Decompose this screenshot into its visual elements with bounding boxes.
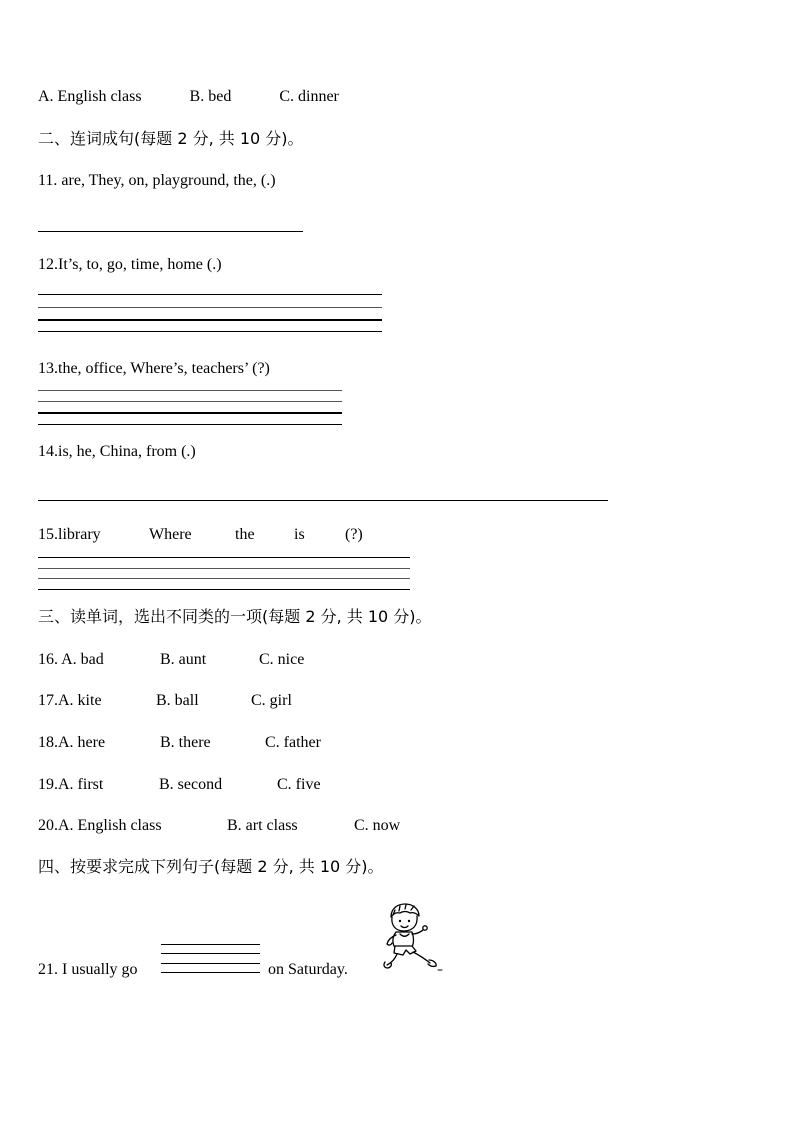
q11-answer-line[interactable] [38, 231, 303, 232]
q19-option-c: C. five [277, 776, 321, 793]
q20-option-c: C. now [354, 817, 401, 834]
q20-number: 20. [38, 817, 58, 834]
q18-item [38, 733, 321, 753]
q10-option-a: A. English class [38, 88, 142, 105]
q13-writing-line[interactable] [38, 401, 342, 402]
q13-writing-line[interactable] [38, 412, 342, 414]
q19-option-a: A. first [58, 776, 104, 793]
q10-option-b: B. bed [189, 88, 232, 105]
q20-option-b: B. art class [227, 817, 298, 834]
running-boy-icon [383, 903, 443, 975]
q11-prompt [38, 171, 276, 191]
q15-prompt [38, 525, 363, 545]
q11-words: are, They, on, playground, the, (.) [57, 172, 276, 189]
q16-option-b: B. aunt [160, 651, 207, 668]
q15-word: (?) [345, 526, 363, 543]
section4-heading: 四、按要求完成下列句子(每题 2 分, 共 10 分)。 [38, 857, 384, 876]
q21-writing-line[interactable] [161, 972, 260, 973]
q15-writing-line[interactable] [38, 568, 410, 569]
q13-prompt [38, 359, 270, 379]
q16-option-c: C. nice [259, 651, 305, 668]
q13-writing-line[interactable] [38, 390, 342, 391]
q19-number: 19. [38, 776, 58, 793]
q17-item [38, 691, 292, 711]
q15-word: library [58, 526, 101, 543]
q21-number: 21. [38, 961, 58, 978]
q13-words: the, office, Where’s, teachers’ (?) [58, 360, 270, 377]
q17-option-a: A. kite [58, 692, 102, 709]
q12-writing-line[interactable] [38, 331, 382, 332]
q12-prompt [38, 255, 222, 275]
q10-options [38, 87, 339, 107]
q12-words: It’s, to, go, time, home (.) [58, 256, 222, 273]
q12-writing-line[interactable] [38, 319, 382, 321]
q15-word: Where [149, 526, 192, 543]
q21-prompt [38, 960, 138, 980]
q14-words: is, he, China, from (.) [58, 443, 196, 460]
q21-text-after: on Saturday. [268, 961, 348, 978]
q19-option-b: B. second [159, 776, 223, 793]
q18-number: 18. [38, 734, 58, 751]
q15-writing-line[interactable] [38, 578, 410, 579]
q14-prompt [38, 442, 196, 462]
q15-number: 15. [38, 526, 58, 543]
q15-writing-line[interactable] [38, 589, 410, 590]
q18-option-a: A. here [58, 734, 106, 751]
q16-item [38, 650, 305, 670]
q21-writing-line[interactable] [161, 963, 260, 964]
q16-number: 16. [38, 651, 58, 668]
section2-heading: 二、连词成句(每题 2 分, 共 10 分)。 [38, 129, 304, 148]
q19-item [38, 775, 321, 795]
q12-writing-line[interactable] [38, 307, 382, 308]
q10-option-c: C. dinner [279, 88, 339, 105]
q13-writing-line[interactable] [38, 424, 342, 425]
q14-answer-line[interactable] [38, 500, 608, 501]
q16-option-a: A. bad [58, 651, 104, 668]
q15-word: the [235, 526, 255, 543]
q17-option-c: C. girl [251, 692, 292, 709]
q17-option-b: B. ball [156, 692, 199, 709]
q18-option-b: B. there [160, 734, 211, 751]
q12-writing-line[interactable] [38, 294, 382, 295]
q13-number: 13. [38, 360, 58, 377]
q20-option-a: A. English class [58, 817, 162, 834]
q11-number: 11. [38, 172, 58, 189]
q18-option-c: C. father [265, 734, 321, 751]
q15-writing-line[interactable] [38, 557, 410, 558]
q21-writing-line[interactable] [161, 953, 260, 954]
section3-heading: 三、读单词，选出不同类的一项(每题 2 分, 共 10 分)。 [38, 607, 432, 626]
q21-writing-line[interactable] [161, 944, 260, 945]
q20-item [38, 816, 401, 836]
q15-word: is [294, 526, 305, 543]
q12-number: 12. [38, 256, 58, 273]
q17-number: 17. [38, 692, 58, 709]
q21-text-before: I usually go [58, 961, 138, 978]
q14-number: 14. [38, 443, 58, 460]
